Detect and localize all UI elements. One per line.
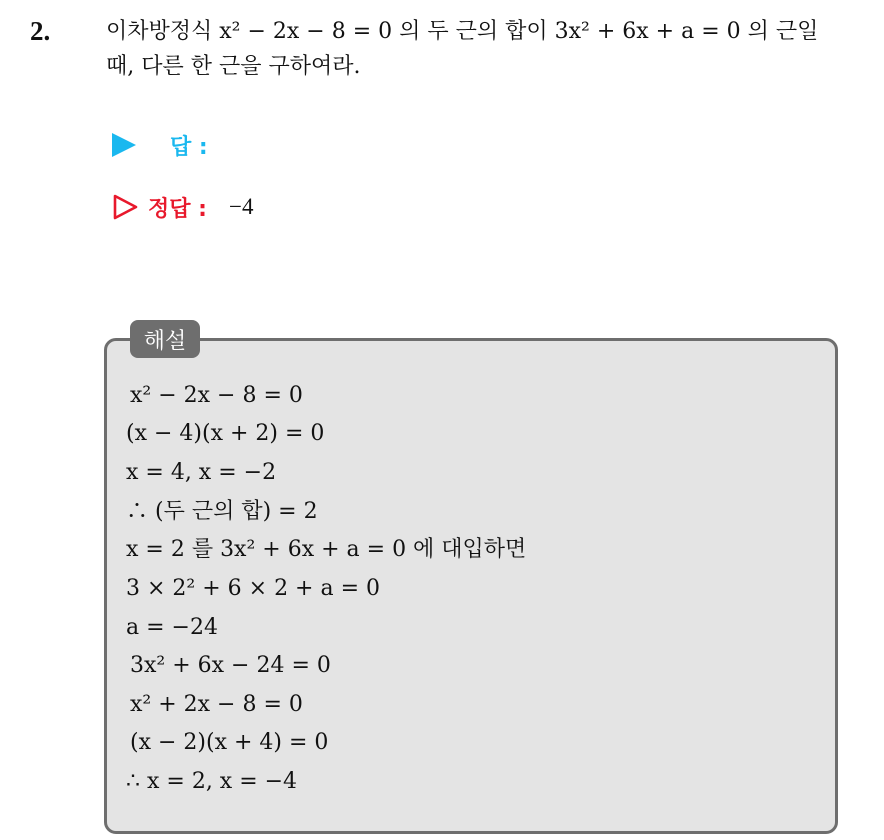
correct-answer-row xyxy=(112,190,253,224)
solution-tab: 해설 xyxy=(130,320,200,358)
answer-label: 답 : xyxy=(170,134,208,160)
problem-line-1 xyxy=(106,14,866,49)
solution-line-3: x = 4, x = −2 xyxy=(126,460,277,485)
correct-answer-label: 정답 : xyxy=(148,196,207,222)
outline-triangle-icon xyxy=(112,194,138,220)
problem-line-1-pre: 이차방정식 xyxy=(106,19,220,44)
equation-2: 3x² + 6x + a = 0 xyxy=(554,19,741,44)
solution-line-2: (x − 4)(x + 2) = 0 xyxy=(126,421,325,446)
problem-line-1-mid: 의 두 근의 합이 xyxy=(392,19,555,44)
correct-answer-value: −4 xyxy=(228,194,254,219)
solution-line-5: x = 2 를 3x² + 6x + a = 0 에 대입하면 xyxy=(126,537,527,562)
problem-line-2: 때, 다른 한 근을 구하여라. xyxy=(106,54,361,79)
solution-line-9: x² + 2x − 8 = 0 xyxy=(130,692,303,717)
problem-text xyxy=(106,14,866,84)
solution-line-10: (x − 2)(x + 4) = 0 xyxy=(130,730,329,755)
solution-line-11: ∴ x = 2, x = −4 xyxy=(126,769,298,794)
solution-line-8: 3x² + 6x − 24 = 0 xyxy=(130,653,331,678)
solution-line-7: a = −24 xyxy=(126,615,218,640)
solution-line-1: x² − 2x − 8 = 0 xyxy=(130,383,303,408)
answer-row xyxy=(112,128,208,162)
play-icon xyxy=(112,133,136,157)
problem-line-1-post: 의 근일 xyxy=(740,19,819,44)
equation-1: x² − 2x − 8 = 0 xyxy=(219,19,393,44)
solution-line-4: ∴ (두 근의 합) = 2 xyxy=(126,499,318,524)
problem-number: 2. xyxy=(30,16,51,46)
solution-line-6: 3 × 2² + 6 × 2 + a = 0 xyxy=(126,576,381,601)
